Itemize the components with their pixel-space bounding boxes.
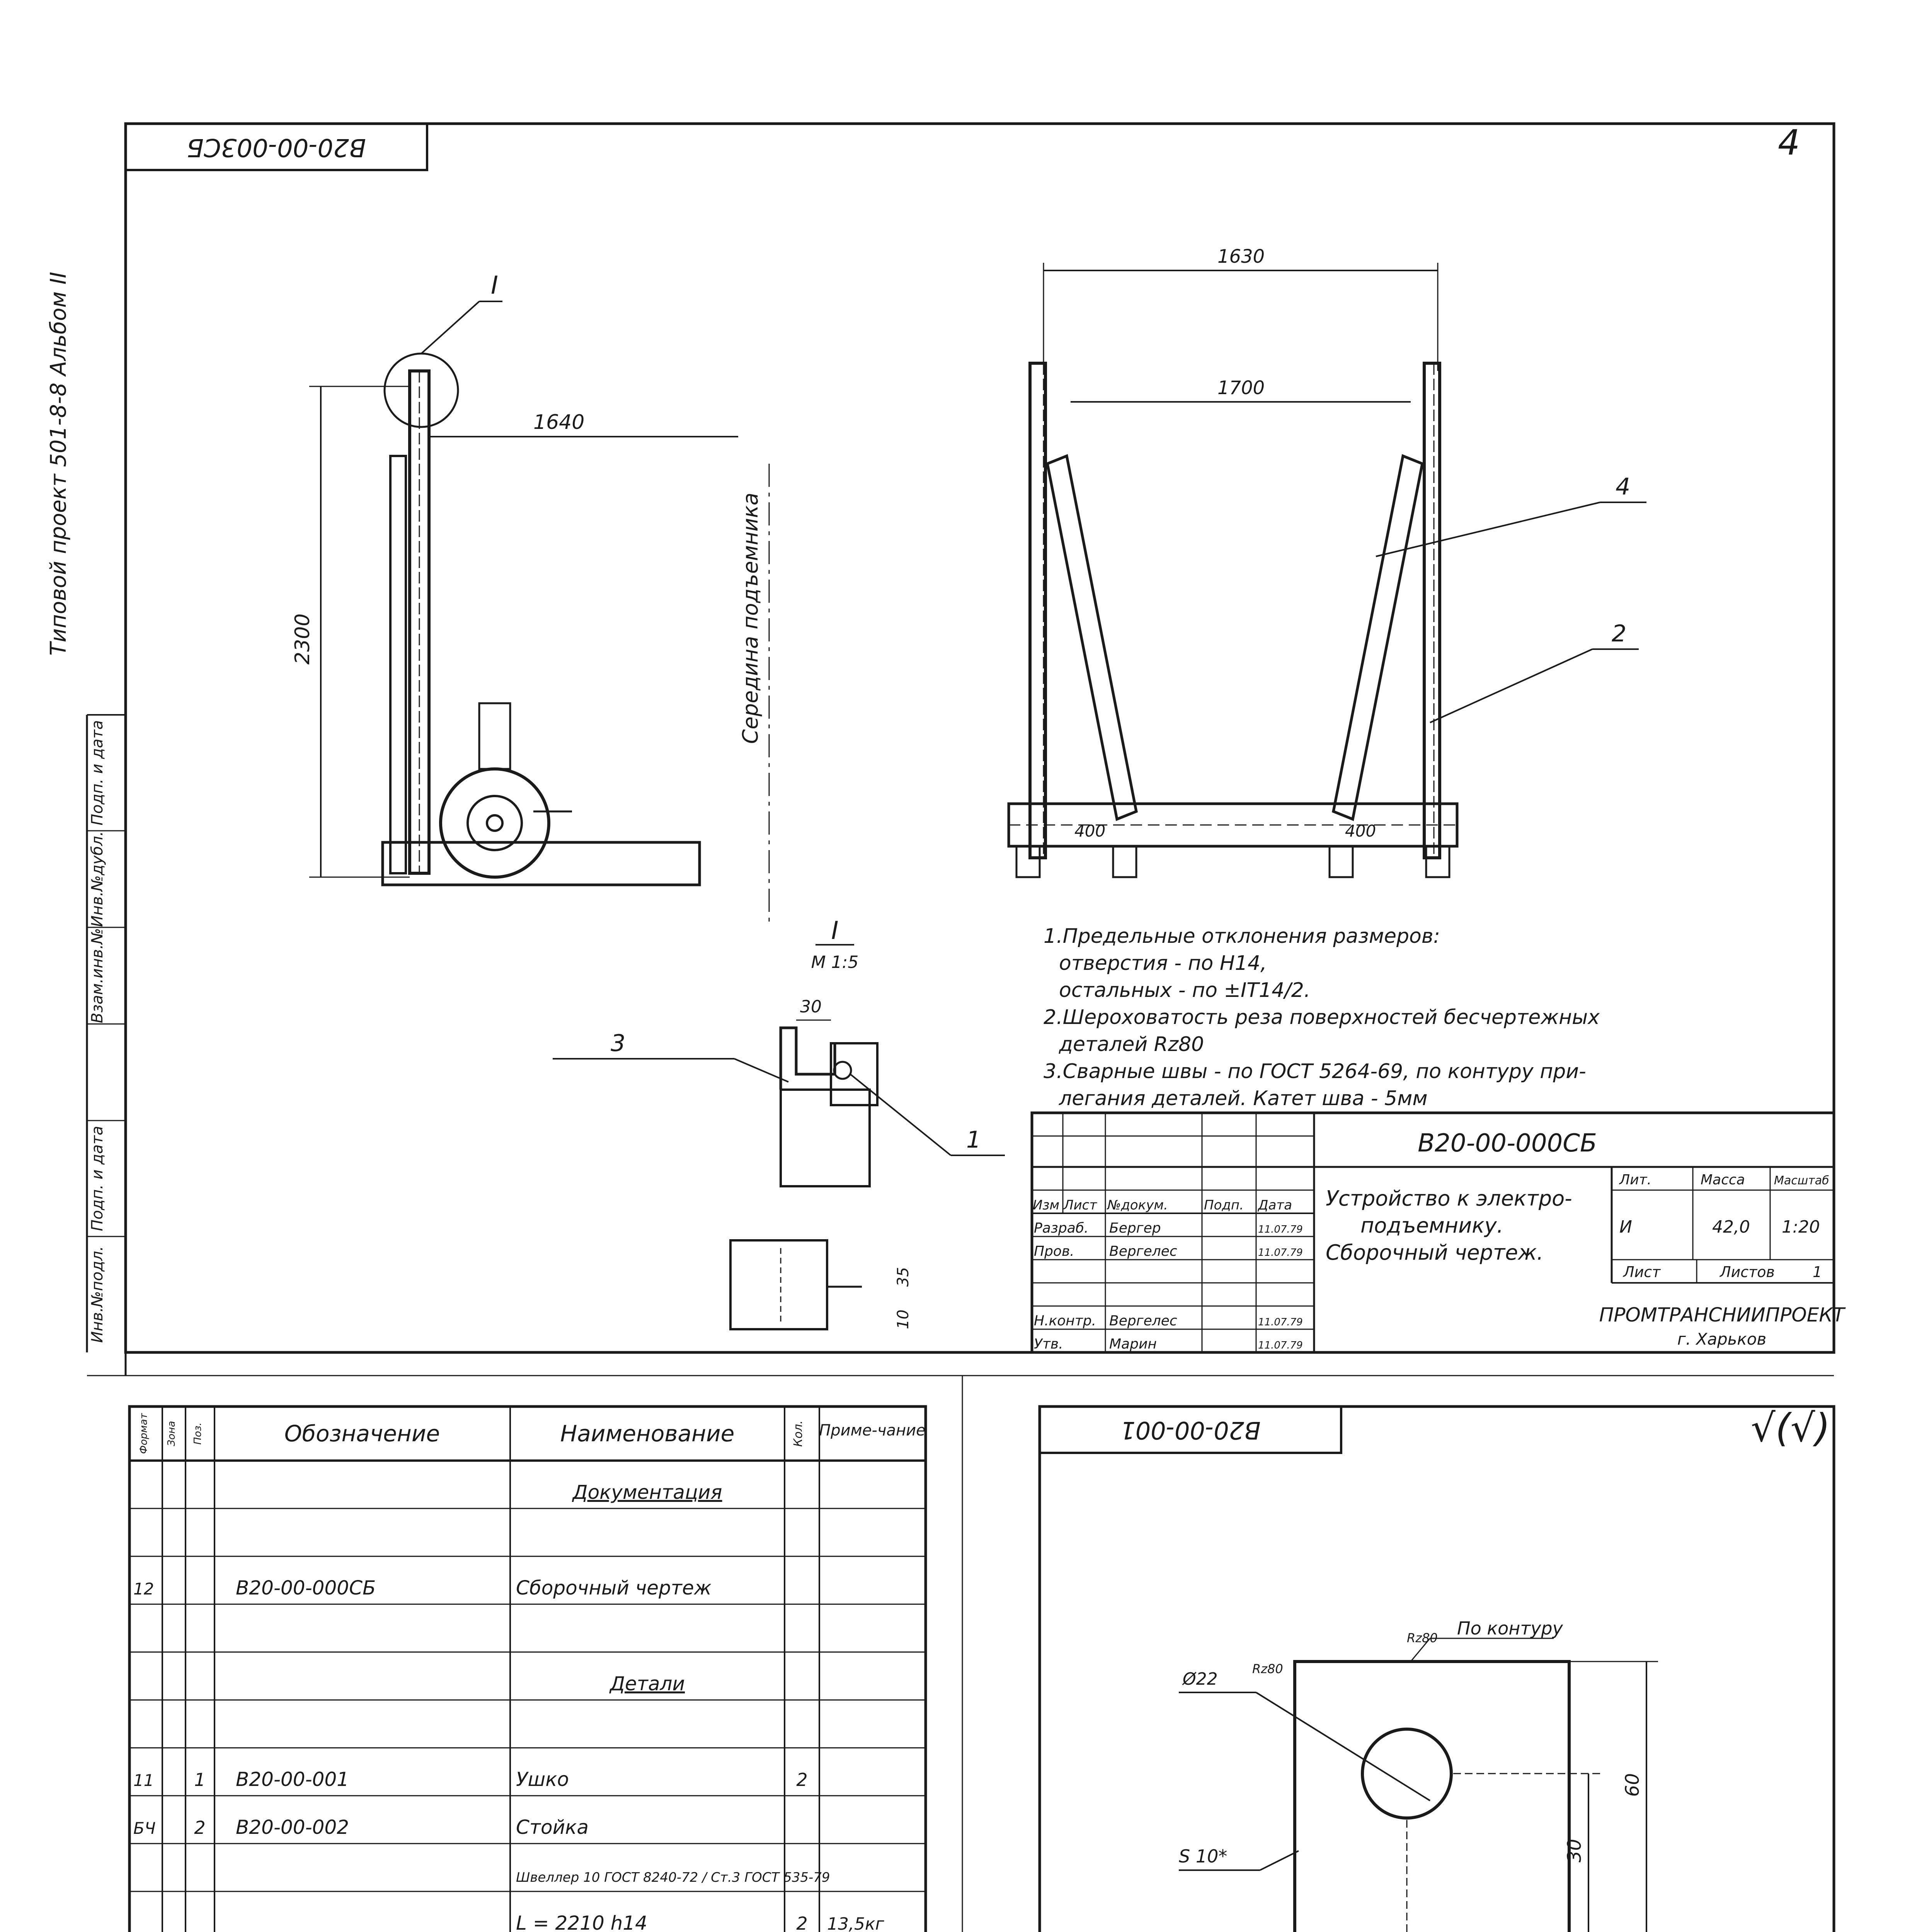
dim-1630: 1630 — [1217, 246, 1265, 267]
note-line: 1.Предельные отклонения размеров: — [1044, 925, 1440, 948]
tb-name: Марин — [1109, 1336, 1157, 1352]
spec-qty: 2 — [796, 1769, 808, 1791]
dim-30-part: 30 — [1564, 1838, 1585, 1862]
tb-sheet-label: Лист — [1623, 1264, 1661, 1281]
spec-name: Документация — [572, 1481, 722, 1503]
spec-hdr-qty: Кол. — [792, 1420, 805, 1447]
note-line: деталей Rz80 — [1059, 1033, 1204, 1056]
dim-60: 60 — [1622, 1773, 1643, 1797]
tb-role: Пров. — [1034, 1243, 1074, 1259]
spec-designation: В20-00-000СБ — [236, 1577, 376, 1599]
spec-name: Швеллер 10 ГОСТ 8240-72 / Ст.3 ГОСТ 535-79 — [516, 1870, 830, 1885]
detail-mark: I — [491, 271, 498, 300]
side-col-5: Инв.№подл. — [89, 1246, 106, 1343]
tb-org: ПРОМТРАНСНИИПРОЕКТ — [1599, 1304, 1845, 1326]
spec-name: Стойка — [516, 1816, 589, 1839]
spec-name: L = 2210 h14 — [516, 1912, 647, 1932]
roughness-mark: √(√) — [1751, 1405, 1830, 1451]
spec-pos: 2 — [194, 1817, 206, 1838]
note-line: остальных - по ±IT14/2. — [1059, 979, 1311, 1002]
spec-qty: 2 — [796, 1913, 808, 1932]
side-col-2: Инв.№дубл. — [89, 831, 106, 927]
tb-name: Вергелес — [1109, 1243, 1177, 1259]
spec-pos: 1 — [194, 1769, 206, 1791]
tb-scale-label: Масштаб — [1774, 1174, 1829, 1187]
detail-scale: М 1:5 — [811, 952, 859, 972]
dim-1700: 1700 — [1217, 377, 1265, 399]
tb-name: Бергер — [1109, 1220, 1161, 1236]
spec-format: 11 — [133, 1771, 154, 1790]
page-number: 4 — [1778, 122, 1800, 163]
dim-30: 30 — [800, 997, 822, 1017]
dim-10: 10 — [894, 1310, 912, 1329]
tb-mass-label: Масса — [1701, 1172, 1745, 1188]
tb-role: Разраб. — [1034, 1220, 1089, 1236]
spec-designation: В20-00-002 — [236, 1816, 349, 1839]
thickness: S 10* — [1179, 1846, 1227, 1867]
tb-name: Вергелес — [1109, 1313, 1177, 1329]
pos-1: 1 — [966, 1126, 981, 1153]
tb-date: 11.07.79 — [1258, 1340, 1303, 1351]
hole-dia: Ø22 — [1183, 1669, 1218, 1689]
dim-400-left: 400 — [1074, 821, 1106, 840]
spec-format: 12 — [133, 1579, 154, 1599]
dim-2300: 2300 — [291, 613, 314, 665]
spec-name: Сборочный чертеж — [516, 1577, 712, 1599]
hdr-doc: №докум. — [1107, 1197, 1168, 1213]
tb-code: В20-00-000СБ — [1418, 1129, 1597, 1158]
tb-date: 11.07.79 — [1258, 1247, 1303, 1259]
note-line: 2.Шероховатость реза поверхностей бесчертежных — [1044, 1006, 1600, 1029]
hole-rz: Rz80 — [1252, 1662, 1283, 1676]
contour-rz: Rz80 — [1407, 1631, 1438, 1645]
part-top-stamp: В20-00-001 — [1120, 1416, 1261, 1444]
tb-role: Н.контр. — [1034, 1313, 1096, 1329]
spec-name: Детали — [609, 1672, 685, 1695]
detail-title: I — [831, 917, 839, 945]
spec-designation: В20-00-001 — [236, 1768, 349, 1791]
tb-sheets-label: Листов — [1720, 1264, 1775, 1281]
dim-35: 35 — [894, 1267, 912, 1287]
note-line: 3.Сварные швы - по ГОСТ 5264-69, по контуру при- — [1044, 1060, 1586, 1083]
side-col-3: Взам.инв.№ — [89, 928, 106, 1024]
note-line: отверстия - по Н14, — [1059, 952, 1267, 975]
tb-city: г. Харьков — [1677, 1330, 1767, 1349]
hdr-izm: Изм — [1033, 1197, 1060, 1213]
dim-400-right: 400 — [1345, 821, 1376, 840]
pos-2: 2 — [1612, 620, 1627, 647]
pos-3: 3 — [611, 1030, 626, 1057]
tb-date: 11.07.79 — [1258, 1224, 1303, 1235]
spec-hdr-note: Приме-чание — [819, 1422, 926, 1439]
spec-hdr-zone: Зона — [166, 1421, 177, 1446]
spec-hdr-format: Формат — [138, 1413, 150, 1454]
tb-scale-value: 1:20 — [1782, 1217, 1820, 1237]
spec-hdr-pos: Поз. — [192, 1422, 204, 1445]
top-stamp: В20-00-003СБ — [187, 133, 366, 162]
tb-sheets-value: 1 — [1813, 1264, 1822, 1281]
tb-mass-value: 42,0 — [1712, 1217, 1750, 1237]
contour-note: По контуру — [1457, 1618, 1563, 1639]
tb-title-3: Сборочный чертеж. — [1326, 1240, 1544, 1265]
hdr-list: Лист — [1064, 1197, 1097, 1213]
tb-lit-label: Лит. — [1619, 1172, 1651, 1188]
side-col-1: Подп. и дата — [89, 720, 106, 826]
note-line: легания деталей. Катет шва - 5мм — [1059, 1087, 1428, 1110]
pos-4: 4 — [1616, 473, 1631, 500]
spec-hdr-designation: Обозначение — [284, 1420, 440, 1447]
center-line-label: Середина подъемника — [738, 492, 763, 744]
hdr-sign: Подп. — [1204, 1197, 1244, 1213]
spec-note: 13,5кг — [827, 1914, 884, 1932]
album-info: Типовой проект 501-8-8 Альбом II — [46, 272, 71, 656]
spec-format: БЧ — [133, 1819, 156, 1838]
tb-title-2: подъемнику. — [1360, 1213, 1503, 1238]
hdr-date: Дата — [1258, 1197, 1292, 1213]
tb-date: 11.07.79 — [1258, 1316, 1303, 1328]
side-col-4: Подп. и дата — [89, 1126, 106, 1231]
tb-title-1: Устройство к электро- — [1326, 1186, 1572, 1211]
tb-role: Утв. — [1034, 1336, 1063, 1352]
spec-name: Ушко — [516, 1768, 569, 1791]
dim-1640: 1640 — [533, 411, 585, 434]
tb-lit-value: И — [1619, 1217, 1632, 1237]
spec-hdr-name: Наименование — [560, 1420, 735, 1447]
